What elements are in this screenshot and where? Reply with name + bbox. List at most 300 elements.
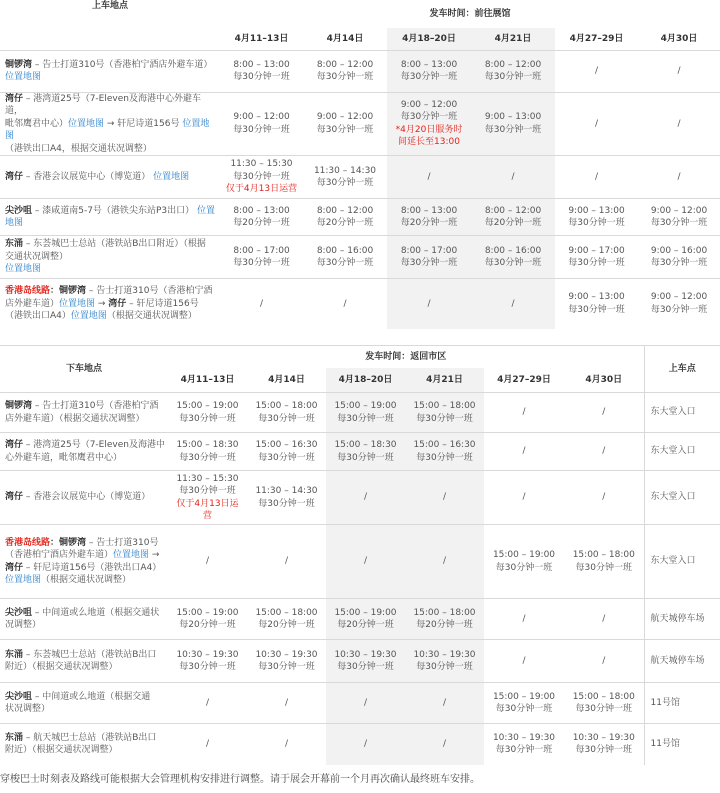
schedule-cell <box>326 393 405 433</box>
location-line <box>5 251 218 264</box>
location-line <box>5 537 166 550</box>
schedule-line: 9:00 – 16:00 <box>650 245 708 256</box>
schedule-line: 间延长至13:00 <box>398 137 460 148</box>
schedule-line: 8:00 – 12:00 <box>484 205 542 216</box>
schedule-line: 每20分钟一班 <box>258 620 315 630</box>
schedule-cell <box>471 199 555 236</box>
schedule-cell <box>168 525 247 599</box>
schedule-row <box>0 525 720 599</box>
schedule-cell <box>247 433 326 471</box>
schedule-line: 9:00 – 17:00 <box>568 245 625 256</box>
location-text: – 航天城巴士总站（港铁站B出口 <box>23 732 157 743</box>
date-header: 4月14日 <box>326 33 364 44</box>
schedule-cell <box>387 156 471 199</box>
schedule-cell <box>303 236 387 279</box>
schedule-cell <box>638 236 720 279</box>
schedule-line: 每30分钟一班 <box>650 304 708 315</box>
outbound-schedule-table <box>0 0 720 329</box>
location-text: 铜锣湾 <box>5 59 33 70</box>
map-link[interactable]: 位置地图 <box>68 118 105 129</box>
schedule-cell <box>220 50 303 92</box>
schedule-cell <box>247 471 326 525</box>
schedule-line: 每30分钟一班 <box>575 704 632 714</box>
schedule-line: 11:30 – 14:30 <box>255 486 318 496</box>
schedule-line: 每30分钟一班 <box>416 662 473 672</box>
schedule-cell <box>564 525 644 599</box>
schedule-row <box>0 199 720 236</box>
footnote: 穿梭巴士时刻表及路线可能根据大会管理机构安排进行调整。请于展会开幕前一个月再次确认最终班车安排。 <box>0 774 480 785</box>
schedule-cell <box>484 433 564 471</box>
location-line <box>5 491 166 504</box>
location-text: 尖沙咀 <box>5 691 33 702</box>
schedule-line: 每30分钟一班 <box>233 124 290 135</box>
schedule-cell <box>555 199 638 236</box>
schedule-cell <box>484 640 564 683</box>
map-link[interactable]: 位置地图 <box>59 298 96 309</box>
location-text: 东涌 <box>5 649 24 660</box>
schedule-line: 每30分钟一班 <box>575 562 632 573</box>
schedule-line: 每30分钟一班 <box>495 745 553 756</box>
location-line <box>5 217 218 230</box>
location-line <box>5 439 166 452</box>
schedule-line: / <box>522 407 526 418</box>
schedule-line: 每20分钟一班 <box>416 620 473 630</box>
date-header: 4月11–13日 <box>180 374 235 385</box>
schedule-cell <box>168 433 247 471</box>
schedule-line: / <box>442 556 447 567</box>
schedule-cell <box>168 471 247 525</box>
location-text: – 告士打道310号（香港柏宁酒 <box>32 401 159 411</box>
location-text: – 东荟城巴士总站（港铁站B出口附近）（根据 <box>23 239 206 250</box>
schedule-line: / <box>594 65 599 76</box>
schedule-line: 每20分钟一班 <box>337 620 394 630</box>
schedule-cell <box>471 156 555 199</box>
location-line <box>5 143 218 156</box>
schedule-line: 每30分钟一班 <box>258 662 315 672</box>
map-link[interactable]: 位置地图 <box>70 311 107 321</box>
location-text: 湾仔 <box>5 440 24 450</box>
schedule-line: 每30分钟一班 <box>400 72 458 82</box>
schedule-line: 每30分钟一班 <box>575 745 632 756</box>
dropoff-location <box>0 599 168 640</box>
schedule-line: / <box>205 697 210 708</box>
schedule-line: 每30分钟一班 <box>337 452 394 463</box>
schedule-line: 8:00 – 13:00 <box>233 205 290 216</box>
schedule-line: 8:00 – 12:00 <box>316 205 374 216</box>
schedule-cell <box>247 525 326 599</box>
location-line <box>5 732 166 745</box>
location-text: 东涌 <box>5 732 24 743</box>
schedule-line: 10:30 – 19:30 <box>255 649 318 660</box>
date-header: 4月14日 <box>268 374 305 385</box>
schedule-line: 8:00 – 12:00 <box>484 59 542 70</box>
schedule-line: 每30分钟一班 <box>258 452 315 463</box>
location-text: 心外避车道，毗邻鹰君中心） <box>5 452 123 463</box>
schedule-cell <box>405 393 484 433</box>
location-line <box>5 285 218 298</box>
location-text: 尖沙咀 <box>5 205 33 216</box>
schedule-line: 每30分钟一班 <box>400 112 458 123</box>
location-line <box>5 118 218 143</box>
schedule-cell <box>555 92 638 156</box>
location-text: – 香港会议展览中心（博览道） <box>23 492 151 503</box>
schedule-cell <box>168 640 247 683</box>
pickup-location <box>0 156 220 199</box>
schedule-cell <box>405 724 484 765</box>
schedule-line: 11:30 – 15:30 <box>176 473 239 484</box>
schedule-line: / <box>284 739 289 749</box>
schedule-cell <box>555 279 638 329</box>
date-header: 4月30日 <box>585 374 623 385</box>
schedule-cell <box>168 393 247 433</box>
schedule-line: 每30分钟一班 <box>179 413 236 424</box>
location-line <box>5 171 218 184</box>
header-row <box>0 0 720 28</box>
location-line <box>5 744 166 757</box>
pickup-location <box>0 199 220 236</box>
location-text: 湾仔 <box>5 562 24 573</box>
schedule-line: 15:00 – 19:00 <box>334 607 397 618</box>
schedule-cell <box>638 199 720 236</box>
schedule-cell <box>484 525 564 599</box>
pickup-header: 上车地点 <box>91 1 128 11</box>
location-line <box>5 549 166 562</box>
schedule-line: 15:00 – 18:00 <box>572 691 635 702</box>
schedule-line: / <box>511 171 515 182</box>
schedule-line: 15:00 – 18:30 <box>176 440 239 450</box>
location-text: 毗邻鹰君中心） <box>5 118 69 129</box>
schedule-line: 每20分钟一班 <box>484 218 542 228</box>
schedule-cell <box>303 199 387 236</box>
schedule-line: 每30分钟一班 <box>316 72 374 82</box>
boarding-point: 东大堂入口 <box>644 471 720 525</box>
schedule-cell <box>638 279 720 329</box>
schedule-line: 15:00 – 18:00 <box>413 401 476 411</box>
location-line <box>5 238 218 251</box>
boarding-point: 航天城停车场 <box>644 599 720 640</box>
schedule-cell <box>564 471 644 525</box>
schedule-cell <box>405 640 484 683</box>
schedule-line: 每30分钟一班 <box>650 258 708 268</box>
schedule-cell <box>638 50 720 92</box>
schedule-row <box>0 724 720 765</box>
dropoff-header: 下车地点 <box>0 346 168 393</box>
schedule-line: 每30分钟一班 <box>233 72 290 82</box>
map-link[interactable]: 位置地图 <box>153 171 190 182</box>
schedule-line: 9:00 – 13:00 <box>568 292 625 303</box>
schedule-cell <box>247 640 326 683</box>
location-text: （港铁出口A4，根据交通状况调整） <box>5 143 152 154</box>
location-line <box>5 649 166 662</box>
boarding-point: 东大堂入口 <box>644 525 720 599</box>
boarding-header: 上车点 <box>644 346 720 393</box>
location-line <box>5 703 166 716</box>
location-line <box>5 562 166 575</box>
schedule-line: / <box>284 556 289 567</box>
schedule-line: / <box>602 407 606 418</box>
schedule-line: / <box>677 118 681 129</box>
location-line <box>5 263 218 276</box>
schedule-line: 15:00 – 18:00 <box>413 607 476 618</box>
boarding-point: 东大堂入口 <box>644 433 720 471</box>
location-text: – 告士打道310号（香港柏宁酒 <box>86 286 213 296</box>
location-line <box>5 93 218 118</box>
schedule-cell <box>247 599 326 640</box>
schedule-row <box>0 599 720 640</box>
schedule-line: 每20分钟一班 <box>233 218 290 228</box>
schedule-row <box>0 236 720 279</box>
schedule-line: 8:00 – 12:00 <box>316 59 374 70</box>
schedule-row <box>0 156 720 199</box>
schedule-line: 每30分钟一班 <box>416 413 473 424</box>
schedule-line: 10:30 – 19:30 <box>176 649 239 660</box>
location-text: （港铁出口A4） <box>5 311 71 321</box>
location-text: – 港湾道25号（7-Eleven及海港中心外避车道， <box>5 93 201 116</box>
pickup-location <box>0 236 220 279</box>
map-link[interactable]: 位置地图 <box>5 72 42 82</box>
schedule-cell <box>555 156 638 199</box>
schedule-cell <box>326 640 405 683</box>
location-text: （香港柏宁酒店外避车道） <box>5 550 114 560</box>
schedule-cell <box>220 92 303 156</box>
dropoff-location <box>0 471 168 525</box>
date-header: 4月21日 <box>405 368 484 393</box>
schedule-line: 每30分钟一班 <box>233 258 290 268</box>
map-link[interactable]: 位置 <box>196 205 215 216</box>
schedule-line: 仅于4月13日运 <box>176 498 239 509</box>
schedule-line: 15:00 – 19:00 <box>176 401 239 411</box>
map-link[interactable]: 位置地图 <box>5 575 42 585</box>
schedule-line: 每30分钟一班 <box>316 124 374 135</box>
schedule-line: 每30分钟一班 <box>484 258 542 268</box>
schedule-line: 仅于4月13日运营 <box>225 184 298 195</box>
schedule-line: / <box>522 613 526 624</box>
location-text: – 告士打道310号（香港柏宁酒店外避车道） <box>32 59 213 70</box>
schedule-cell <box>471 236 555 279</box>
location-text: 香港岛线路 <box>5 286 51 296</box>
schedule-line: / <box>363 739 368 749</box>
map-link[interactable]: 地图 <box>5 218 24 228</box>
schedule-line: 每20分钟一班 <box>400 218 458 228</box>
schedule-line: / <box>259 298 264 309</box>
date-header: 4月27–29日 <box>497 374 551 385</box>
schedule-line: 15:00 – 18:30 <box>334 440 397 450</box>
schedule-cell <box>405 471 484 525</box>
schedule-line: 每30分钟一班 <box>568 304 625 315</box>
map-link[interactable]: 位置地图 <box>5 264 42 275</box>
schedule-line: 8:00 – 13:00 <box>400 59 458 70</box>
schedule-line: 10:30 – 19:30 <box>413 649 476 660</box>
schedule-line: 每30分钟一班 <box>337 662 394 672</box>
schedule-cell <box>387 199 471 236</box>
schedule-line: 15:00 – 16:30 <box>413 440 476 450</box>
location-line <box>5 298 218 311</box>
schedule-line: 9:00 – 12:00 <box>650 205 708 216</box>
location-text: （根据交通状况调整） <box>106 311 197 321</box>
location-text: – 香港会议展览中心（博览道） <box>23 171 154 182</box>
boarding-point: 11号馆 <box>644 683 720 724</box>
location-text: 湾仔 <box>5 492 24 503</box>
schedule-line: 8:00 – 13:00 <box>400 205 458 216</box>
schedule-cell <box>220 279 303 329</box>
location-text: 交通状况调整） <box>5 251 69 262</box>
location-line <box>5 619 166 632</box>
map-link[interactable]: 位置地图 <box>5 118 210 141</box>
location-text: – 轩尼诗道156号（港铁出口A4） <box>23 562 162 573</box>
schedule-cell <box>471 92 555 156</box>
schedule-line: / <box>602 492 606 503</box>
schedule-line: 10:30 – 19:30 <box>572 732 635 743</box>
schedule-line: / <box>602 613 606 624</box>
schedule-line: 9:00 – 13:00 <box>568 205 625 216</box>
schedule-line: / <box>284 697 289 708</box>
location-line <box>5 574 166 587</box>
schedule-cell <box>326 683 405 724</box>
location-text: 尖沙咀 <box>5 607 33 618</box>
schedule-cell <box>564 599 644 640</box>
location-text: 铜锣湾 <box>59 286 87 296</box>
schedule-cell <box>405 599 484 640</box>
schedule-line: 8:00 – 13:00 <box>233 59 290 70</box>
schedule-line: 每30分钟一班 <box>316 258 374 268</box>
date-header: 4月18–20日 <box>387 28 471 50</box>
schedule-cell <box>638 156 720 199</box>
schedule-line: 15:00 – 18:00 <box>572 550 635 560</box>
location-line <box>5 452 166 465</box>
schedule-cell <box>471 279 555 329</box>
schedule-line: 每30分钟一班 <box>179 452 236 463</box>
schedule-line: / <box>522 446 526 457</box>
schedule-cell <box>484 724 564 765</box>
dropoff-location <box>0 433 168 471</box>
schedule-line: 每30分钟一班 <box>258 413 315 424</box>
schedule-cell <box>555 50 638 92</box>
location-text: → <box>95 298 109 309</box>
location-text: 东涌 <box>5 239 24 250</box>
schedule-line: / <box>602 446 606 457</box>
schedule-cell <box>405 433 484 471</box>
schedule-cell <box>564 433 644 471</box>
schedule-cell <box>405 525 484 599</box>
schedule-cell <box>405 683 484 724</box>
dropoff-location <box>0 683 168 724</box>
schedule-line: 每30分钟一班 <box>568 258 625 268</box>
schedule-cell <box>387 279 471 329</box>
location-line <box>5 59 218 72</box>
schedule-line: 9:00 – 12:00 <box>400 99 458 110</box>
location-text: 湾仔 <box>5 93 24 104</box>
schedule-cell <box>326 599 405 640</box>
schedule-line: / <box>363 556 368 567</box>
schedule-line: / <box>442 492 447 503</box>
location-line <box>5 310 218 323</box>
schedule-line: 15:00 – 19:00 <box>176 607 239 618</box>
schedule-line: 15:00 – 18:00 <box>255 607 318 618</box>
schedule-cell <box>303 92 387 156</box>
schedule-cell <box>564 640 644 683</box>
location-text: – 港湾道25号（7-Eleven及海港中 <box>23 440 165 450</box>
schedule-line: 8:00 – 16:00 <box>484 245 542 256</box>
schedule-line: 15:00 – 18:00 <box>255 401 318 411</box>
location-text: 况调整） <box>5 620 42 630</box>
schedule-line: 8:00 – 17:00 <box>233 245 290 256</box>
schedule-cell <box>484 471 564 525</box>
location-text: – 东荟城巴士总站（港铁站B出口 <box>23 649 157 660</box>
schedule-cell <box>247 683 326 724</box>
date-header: 4月11–13日 <box>234 33 289 44</box>
schedule-line: 每30分钟一班 <box>484 72 542 82</box>
schedule-line: 每30分钟一班 <box>179 662 236 672</box>
location-line <box>5 607 166 620</box>
schedule-line: 15:00 – 19:00 <box>492 691 556 702</box>
schedule-line: 每30分钟一班 <box>568 218 625 228</box>
schedule-cell <box>168 683 247 724</box>
pickup-location <box>0 279 220 329</box>
schedule-cell <box>168 724 247 765</box>
schedule-row <box>0 433 720 471</box>
schedule-cell <box>326 525 405 599</box>
schedule-cell <box>484 683 564 724</box>
schedule-row <box>0 471 720 525</box>
location-text: → 轩尼诗道156号 <box>104 118 183 129</box>
date-header: 4月27–29日 <box>569 33 624 44</box>
schedule-cell <box>168 599 247 640</box>
date-header: 4月30日 <box>660 33 698 44</box>
schedule-cell <box>471 50 555 92</box>
schedule-line: 每30分钟一班 <box>258 498 315 509</box>
schedule-line: / <box>363 697 368 708</box>
schedule-line: / <box>205 556 210 567</box>
schedule-line: 9:00 – 12:00 <box>233 112 290 123</box>
pickup-location <box>0 92 220 156</box>
schedule-line: 9:00 – 12:00 <box>316 112 374 123</box>
schedule-line: 每20分钟一班 <box>316 218 374 228</box>
location-line <box>5 413 166 426</box>
schedule-line: 10:30 – 19:30 <box>334 649 397 660</box>
location-text: 状况调整） <box>5 704 51 714</box>
location-line <box>5 205 218 218</box>
schedule-cell <box>220 156 303 199</box>
schedule-cell <box>387 236 471 279</box>
schedule-cell <box>564 393 644 433</box>
schedule-line: / <box>427 298 431 309</box>
schedule-line: / <box>442 697 447 708</box>
schedule-cell <box>387 92 471 156</box>
boarding-point: 东大堂入口 <box>644 393 720 433</box>
location-text: 铜锣湾 <box>59 537 87 548</box>
location-text: （根据交通状况调整） <box>41 575 132 585</box>
schedule-line: 每30分钟一班 <box>179 486 236 496</box>
location-text: 店外避车道） <box>5 298 60 309</box>
schedule-row <box>0 50 720 92</box>
schedule-line: / <box>594 118 599 129</box>
schedule-line: / <box>522 492 526 503</box>
schedule-line: 8:00 – 17:00 <box>400 245 458 256</box>
schedule-cell <box>484 599 564 640</box>
location-line <box>5 400 166 413</box>
schedule-line: 每30分钟一班 <box>484 124 542 135</box>
location-text: – 轩尼诗道156号 <box>126 298 199 309</box>
schedule-line: 每30分钟一班 <box>416 452 473 463</box>
schedule-row <box>0 279 720 329</box>
map-link[interactable]: 位置地图 <box>113 550 150 560</box>
dropoff-location <box>0 393 168 433</box>
schedule-line: / <box>427 171 431 182</box>
boarding-point: 11号馆 <box>644 724 720 765</box>
schedule-cell <box>303 156 387 199</box>
location-text: 湾仔 <box>5 171 24 182</box>
date-header: 4月18–20日 <box>326 368 405 393</box>
